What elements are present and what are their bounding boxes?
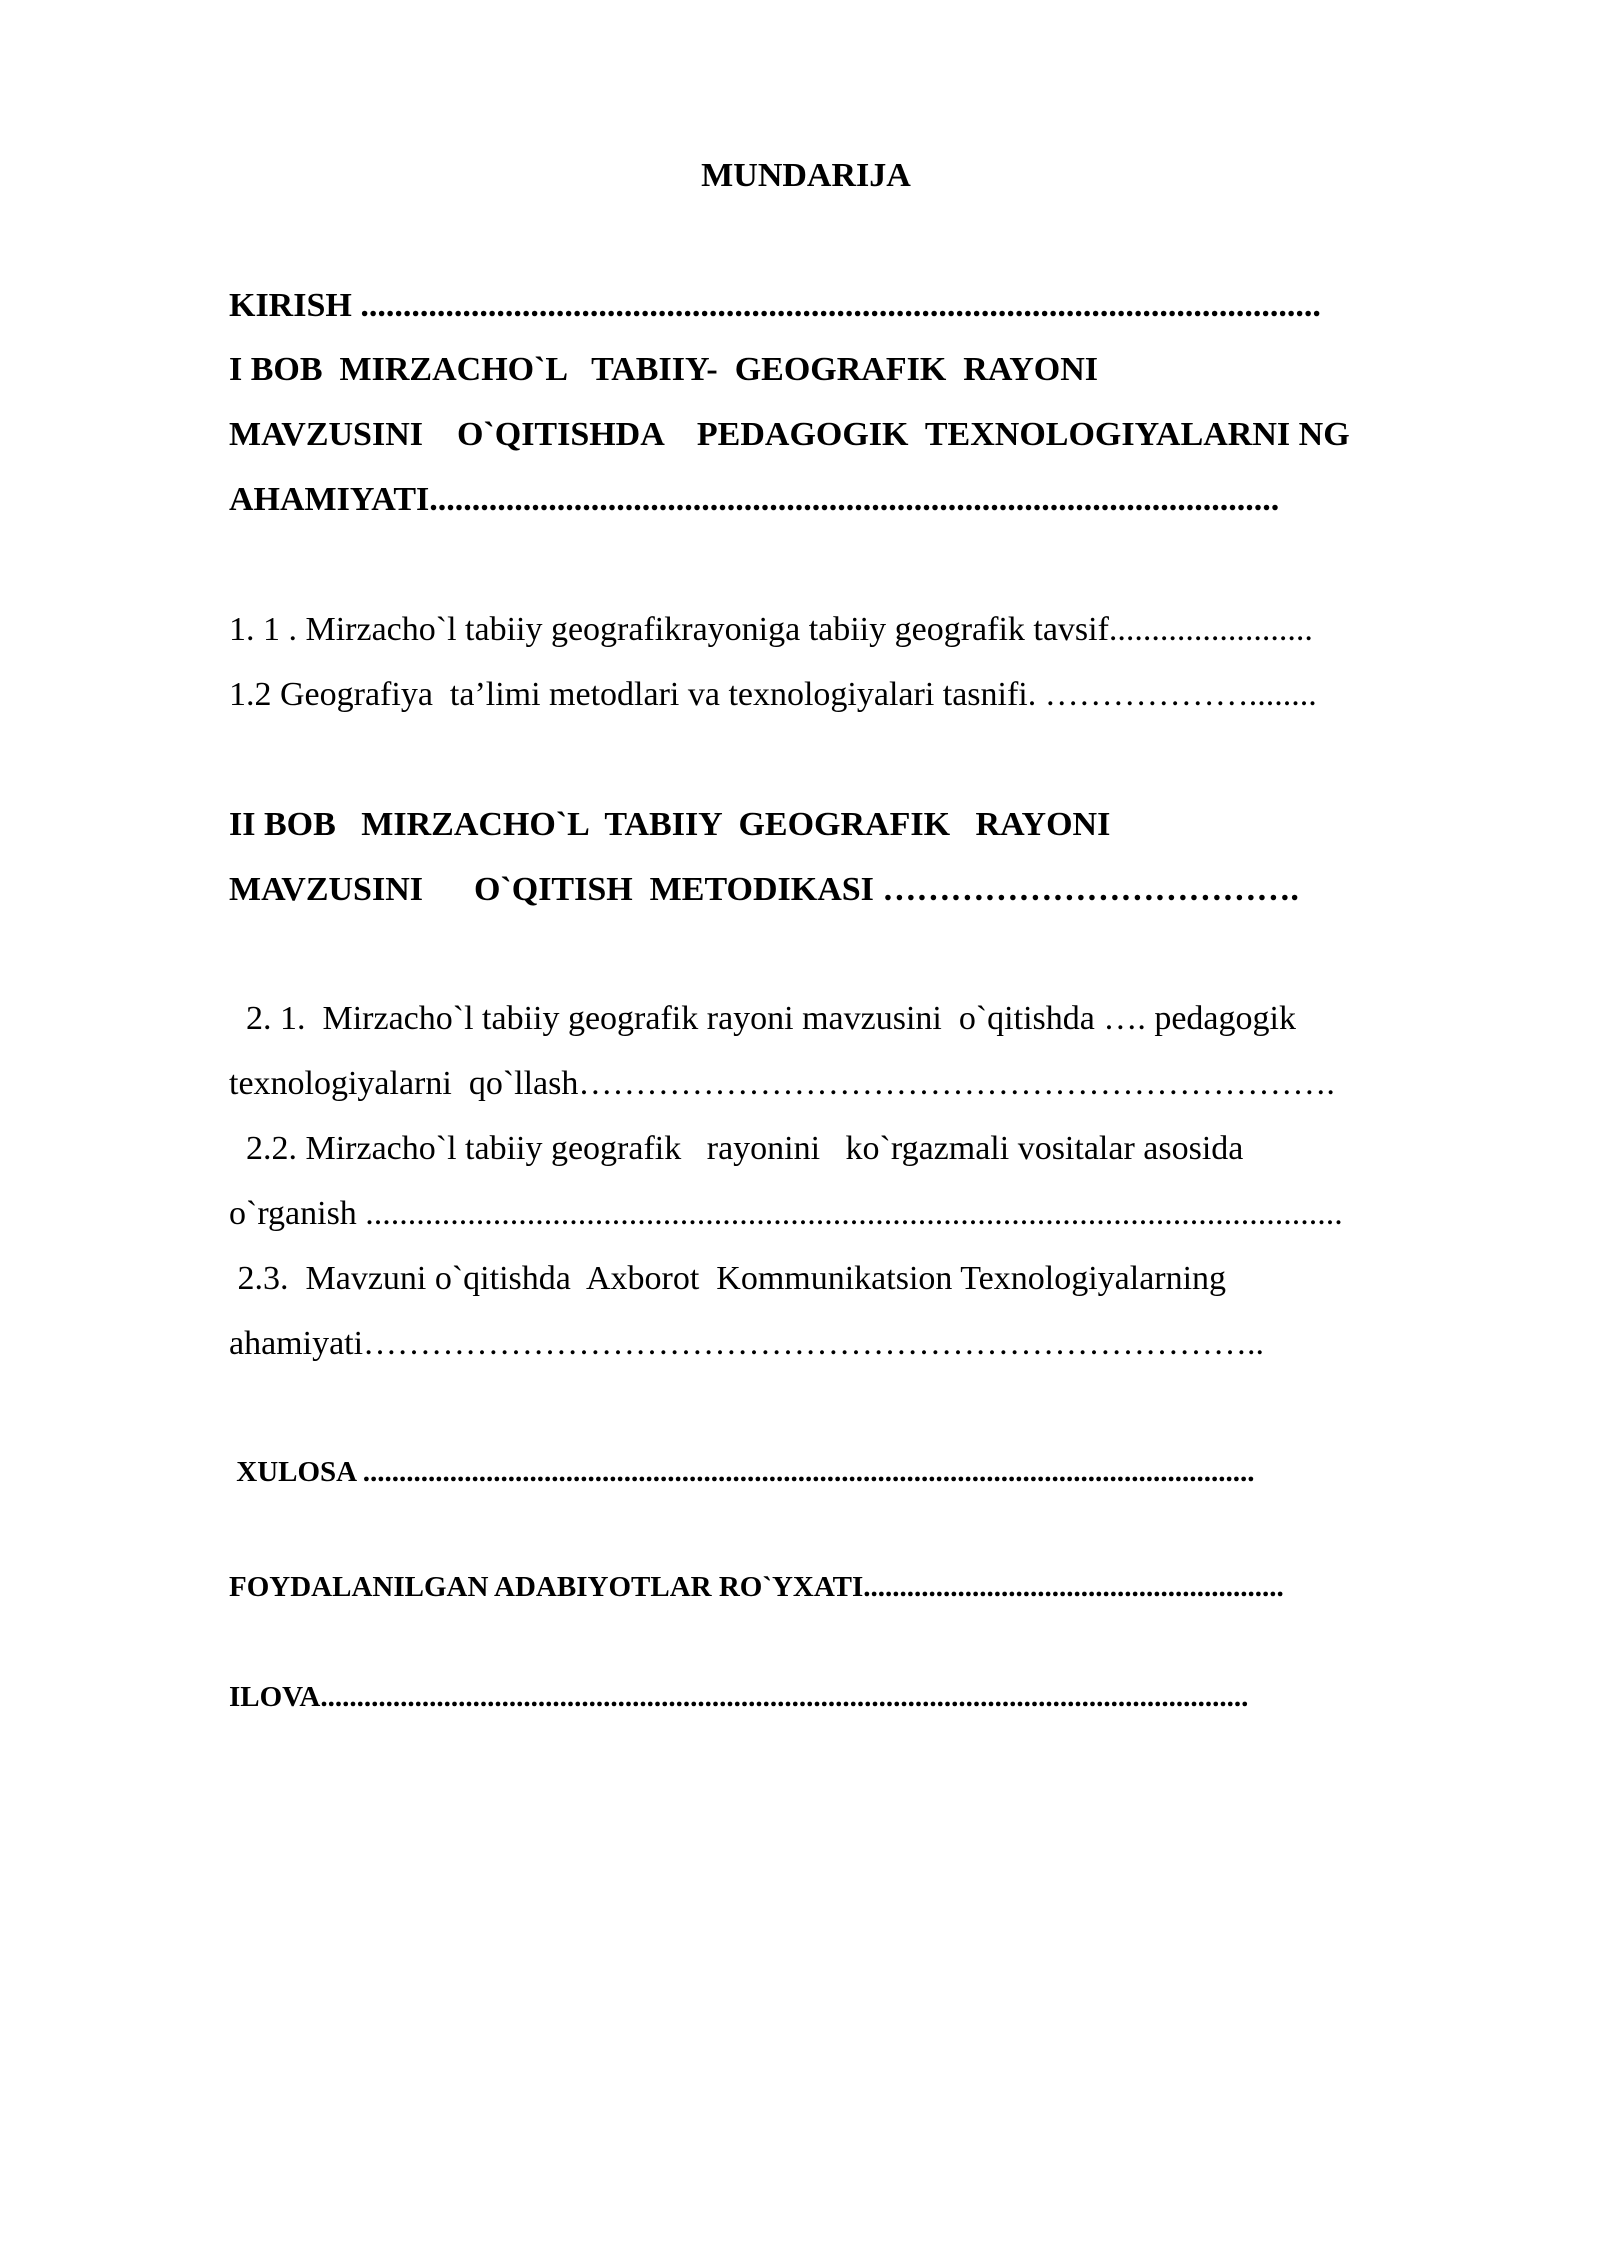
toc-chapter1-title-line3: AHAMIYATI.................................................................................................... (229, 481, 1280, 518)
page-title: MUNDARIJA (701, 157, 911, 194)
toc-chapter1-title-line2: MAVZUSINI O`QITISHDA PEDAGOGIK TEXNOLOGIYALARNI NG (229, 416, 1350, 453)
toc-entry-xulosa: XULOSA ........................................................................................................................... (229, 1456, 1255, 1488)
toc-entry-kirish: KIRISH ................................................................................................................. (229, 287, 1321, 324)
toc-chapter1-title-line1: I BOB MIRZACHO`L TABIIY- GEOGRAFIK RAYONI (229, 351, 1099, 388)
toc-section-1-1: 1. 1 . Mirzacho`l tabiiy geografikrayoniga tabiiy geografik tavsif........................ (229, 611, 1313, 648)
toc-section-2-1-line1: 2. 1. Mirzacho`l tabiiy geografik rayoni mavzusini o`qitishda …. pedagogik (229, 1000, 1296, 1037)
toc-entry-adabiyotlar: FOYDALANILGAN ADABIYOTLAR RO`YXATI.......................................................... (229, 1571, 1284, 1603)
toc-chapter2-title-line2: MAVZUSINI O`QITISH METODIKASI ………………………………. (229, 871, 1299, 908)
toc-section-2-3-line1: 2.3. Mavzuni o`qitishda Axborot Kommunikatsion Texnologiyalarning (229, 1260, 1227, 1297)
toc-section-2-1-line2: texnologiyalarni qo`llash…………………………………………………………. (229, 1065, 1335, 1102)
toc-section-2-2-line2: o`rganish ................................................................................................................... (229, 1195, 1343, 1232)
toc-section-1-2: 1.2 Geografiya ta’limi metodlari va texnologiyalari tasnifi. ………………........ (229, 676, 1317, 713)
toc-chapter2-title-line1: II BOB MIRZACHO`L TABIIY GEOGRAFIK RAYONI (229, 806, 1111, 843)
toc-section-2-3-line2: ahamiyati…………………………………………………………………….. (229, 1325, 1265, 1362)
toc-entry-ilova: ILOVA................................................................................................................................ (229, 1681, 1249, 1713)
toc-section-2-2-line1: 2.2. Mirzacho`l tabiiy geografik rayonini ko`rgazmali vositalar asosida (229, 1130, 1244, 1167)
